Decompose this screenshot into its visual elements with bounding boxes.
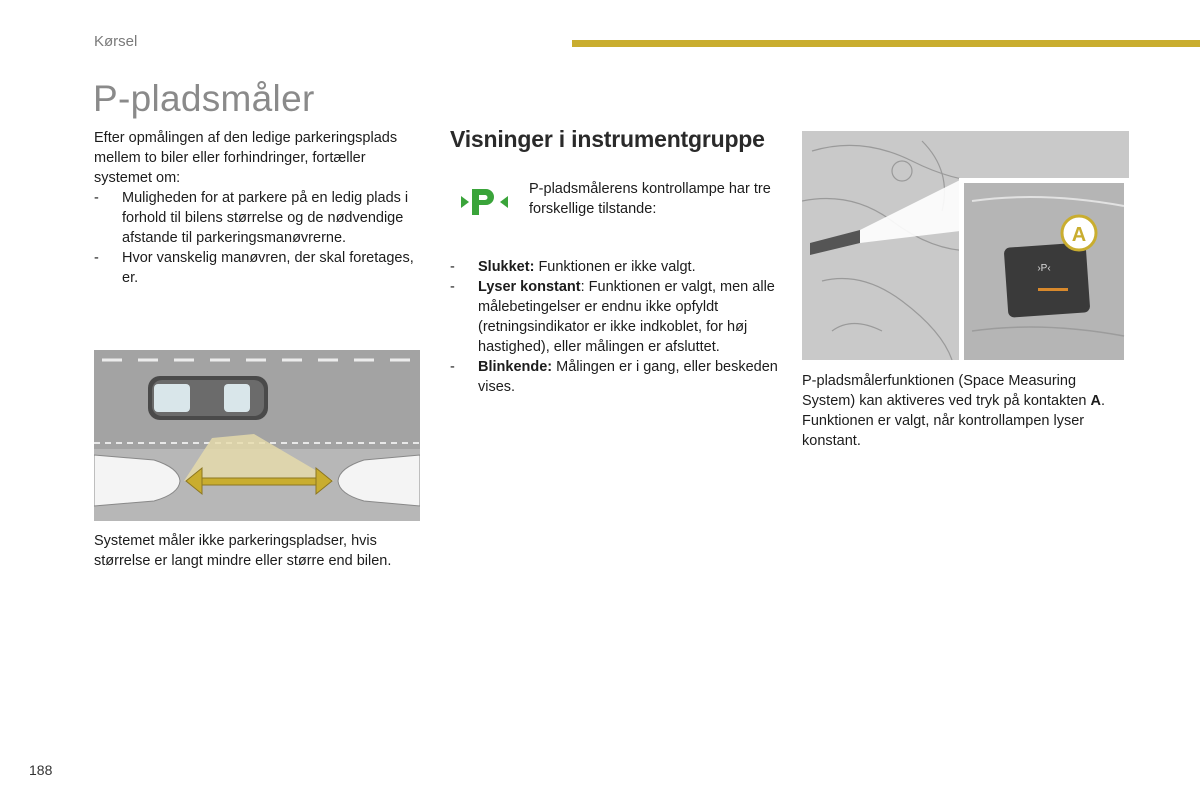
lamp-state-item: [450, 357, 780, 397]
lamp-state-label: Slukket:: [478, 259, 535, 275]
header-accent-bar: [572, 40, 1200, 47]
dashboard-switch-illustration: [802, 131, 1129, 360]
lamp-state-label: Blinkende:: [478, 359, 553, 375]
bullet-dash: -: [450, 259, 455, 275]
lamp-description: P-pladsmålerens kontrollampe har tre forskellige tilstande:: [529, 181, 771, 217]
intro-bullet: [94, 188, 424, 248]
lamp-state-desc: Målingen er i gang, eller beskeden vises.: [478, 359, 778, 395]
intro-text: Efter opmålingen af den ledige parkeringsplads mellem to biler eller forhindringer, fortæller systemet om:: [94, 130, 398, 186]
bullet-dash: -: [450, 359, 455, 375]
intro-bullet-text: Hvor vanskelig manøvren, der skal foretages, er.: [122, 250, 414, 286]
intro-bullet: [94, 248, 424, 288]
lamp-state-item: [450, 257, 780, 277]
bullet-dash: -: [94, 190, 99, 206]
lamp-state-text: [478, 277, 780, 357]
lamp-states-list: [450, 257, 780, 397]
page-title: P-pladsmåler: [93, 78, 315, 119]
activation-key: A: [1090, 393, 1101, 409]
instrument-heading: Visninger i instrumentgruppe: [450, 126, 765, 152]
svg-text:›P‹: ›P‹: [1037, 263, 1051, 274]
lamp-glyph: [461, 189, 508, 215]
lamp-state-desc: : Funktionen er valgt, men alle målebetingelser er endnu ikke opfyldt (retningsindikator er ikke indkoblet, for høj hastighed), eller målingen er afsluttet.: [478, 279, 775, 355]
switch-callout-a: A: [1071, 224, 1087, 246]
parking-measurement-diagram: [94, 350, 420, 521]
activation-text: [802, 371, 1132, 451]
header-accent-fill: [572, 40, 1200, 47]
intro-block: [94, 128, 424, 288]
bullet-dash: -: [94, 250, 99, 266]
bullet-dash: -: [450, 279, 455, 295]
activation-text-after: . Funktionen er valgt, når kontrollampen lyser konstant.: [802, 393, 1106, 449]
lamp-state-text: [478, 357, 780, 397]
lamp-state-text: [478, 257, 696, 277]
p-parking-lamp-icon: [460, 186, 510, 218]
lamp-state-item: [450, 277, 780, 357]
activation-text-before: P-pladsmålerfunktionen (Space Measuring System) kan aktiveres ved tryk på kontakten: [802, 373, 1091, 409]
intro-bullet-text: Muligheden for at parkere på en ledig plads i forhold til bilens størrelse og de nødvendige afstande til parkeringsmanøvrerne.: [122, 190, 409, 246]
diagram-caption: Systemet måler ikke parkeringspladser, hvis størrelse er langt mindre eller større end bilen.: [94, 533, 392, 569]
lamp-state-desc: Funktionen er ikke valgt.: [534, 259, 696, 275]
lamp-state-label: Lyser konstant: [478, 279, 581, 295]
page-number: 188: [29, 762, 53, 778]
section-label: Kørsel: [94, 33, 138, 50]
